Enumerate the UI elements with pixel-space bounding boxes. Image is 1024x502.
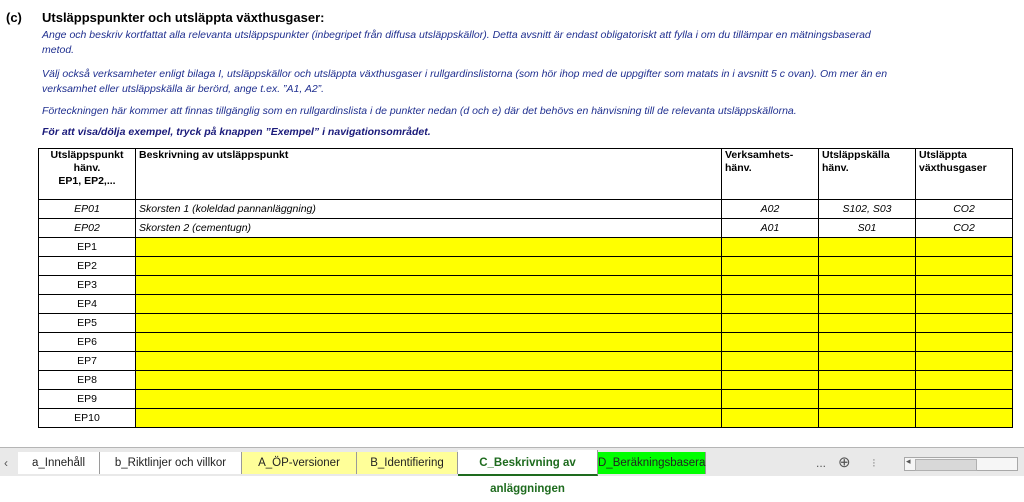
sheet-tab-5[interactable]: C_Beskrivning av anläggningen [458,450,598,476]
emission-point-label: EP5 [39,314,136,333]
section-title: Utsläppspunkter och utsläppta växthusgaser: [42,10,325,25]
source-ref-input-cell[interactable] [819,295,916,314]
example-source-ref[interactable]: S01 [819,219,916,238]
activity-ref-input-cell[interactable] [722,295,819,314]
example-description[interactable]: Skorsten 1 (koleldad pannanläggning) [136,200,722,219]
source-ref-input-cell[interactable] [819,409,916,428]
header-description: Beskrivning av utsläppspunkt [136,149,722,200]
source-ref-input-cell[interactable] [819,314,916,333]
gases-input-cell[interactable] [916,390,1013,409]
emission-point-label: EP1 [39,238,136,257]
table-row [39,295,1013,314]
gases-input-cell[interactable] [916,257,1013,276]
source-ref-input-cell[interactable] [819,333,916,352]
example-row [39,200,1013,219]
activity-ref-input-cell[interactable] [722,238,819,257]
gases-input-cell[interactable] [916,371,1013,390]
example-activity-ref[interactable]: A01 [722,219,819,238]
scrollbar-thumb[interactable] [915,459,977,471]
horizontal-scrollbar[interactable] [904,457,1018,471]
example-activity-ref[interactable]: A02 [722,200,819,219]
activity-ref-input-cell[interactable] [722,314,819,333]
scroll-menu-icon[interactable]: ⁝ [872,456,876,470]
description-input-cell[interactable] [136,409,722,428]
source-ref-input-cell[interactable] [819,257,916,276]
emission-point-label: EP9 [39,390,136,409]
example-description[interactable]: Skorsten 2 (cementugn) [136,219,722,238]
emission-points-table [38,148,1013,428]
more-tabs-button[interactable]: ... [816,456,827,470]
gases-input-cell[interactable] [916,295,1013,314]
add-sheet-icon[interactable]: ⊕ [838,454,851,471]
section-label: (c) [6,10,22,25]
description-input-cell[interactable] [136,257,722,276]
table-header-row [39,149,1013,200]
table-row [39,371,1013,390]
header-emission-source-ref: Utsläppskälla hänv. [819,149,916,200]
emission-point-label: EP8 [39,371,136,390]
example-point-ref[interactable]: EP02 [39,219,136,238]
table-row [39,390,1013,409]
instruction-line-2: metod. [42,44,75,56]
description-input-cell[interactable] [136,390,722,409]
header-emitted-gases: Utsläppta växthusgaser [916,149,1013,200]
gases-input-cell[interactable] [916,314,1013,333]
header-emission-point: Utsläppspunkt hänv. EP1, EP2,... [39,149,136,200]
table-row [39,238,1013,257]
source-ref-input-cell[interactable] [819,238,916,257]
gases-input-cell[interactable] [916,276,1013,295]
gases-input-cell[interactable] [916,409,1013,428]
sheet-tab-3[interactable]: A_ÖP-versioner [242,452,357,474]
activity-ref-input-cell[interactable] [722,276,819,295]
gases-input-cell[interactable] [916,352,1013,371]
emission-point-label: EP6 [39,333,136,352]
table-row [39,409,1013,428]
description-input-cell[interactable] [136,333,722,352]
table-row [39,333,1013,352]
description-input-cell[interactable] [136,295,722,314]
source-ref-input-cell[interactable] [819,276,916,295]
table-row [39,314,1013,333]
source-ref-input-cell[interactable] [819,352,916,371]
emission-point-label: EP7 [39,352,136,371]
sheet-tab-2[interactable]: b_Riktlinjer och villkor [100,452,242,474]
example-source-ref[interactable]: S102, S03 [819,200,916,219]
sheet-tab-6[interactable]: D_Beräkningsbasera [598,452,706,474]
instruction-line-5: Förteckningen här kommer att finnas tillgänglig som en rullgardinslista i de punkter nedan (d och e) där det behövs en hänvisning till de relevanta utsläppskällorna. [42,105,797,117]
emission-point-label: EP3 [39,276,136,295]
gases-input-cell[interactable] [916,333,1013,352]
description-input-cell[interactable] [136,352,722,371]
emission-point-label: EP4 [39,295,136,314]
instruction-line-4: verksamhet eller utsläppskälla är berörd, ange t.ex. ”A1, A2”. [42,83,325,95]
activity-ref-input-cell[interactable] [722,409,819,428]
emission-point-label: EP2 [39,257,136,276]
example-point-ref[interactable]: EP01 [39,200,136,219]
header-activity-ref: Verksamhets- hänv. [722,149,819,200]
example-row [39,219,1013,238]
tab-scroll-left-icon[interactable]: ‹ [4,456,8,470]
description-input-cell[interactable] [136,238,722,257]
emission-point-label: EP10 [39,409,136,428]
activity-ref-input-cell[interactable] [722,257,819,276]
activity-ref-input-cell[interactable] [722,390,819,409]
gases-input-cell[interactable] [916,238,1013,257]
example-gases[interactable]: CO2 [916,219,1013,238]
table-row [39,352,1013,371]
activity-ref-input-cell[interactable] [722,371,819,390]
example-hint: För att visa/dölja exempel, tryck på knappen ”Exempel” i navigationsområdet. [42,126,431,138]
scroll-left-arrow-icon[interactable]: ◂ [906,456,911,466]
example-gases[interactable]: CO2 [916,200,1013,219]
sheet-tab-1[interactable]: a_Innehåll [18,452,100,474]
description-input-cell[interactable] [136,371,722,390]
description-input-cell[interactable] [136,314,722,333]
source-ref-input-cell[interactable] [819,390,916,409]
description-input-cell[interactable] [136,276,722,295]
source-ref-input-cell[interactable] [819,371,916,390]
sheet-tab-bar [0,447,1024,495]
table-row [39,276,1013,295]
activity-ref-input-cell[interactable] [722,333,819,352]
instruction-line-1: Ange och beskriv kortfattat alla relevanta utsläppspunkter (inbegripet från diffusa utsläppskällor). Detta avsnitt är endast obligatoriskt att fylla i om du tillämpar en mätningsbaserad [42,29,871,41]
sheet-tab-4[interactable]: B_Identifiering [357,452,458,474]
activity-ref-input-cell[interactable] [722,352,819,371]
instruction-line-3: Välj också verksamheter enligt bilaga I, utsläppskällor och utsläppta växthusgaser i rullgardinslistorna (som hör ihop med de uppgifter som matats in i avsnitt 5 c ovan). Om mer än en [42,68,888,80]
table-row [39,257,1013,276]
